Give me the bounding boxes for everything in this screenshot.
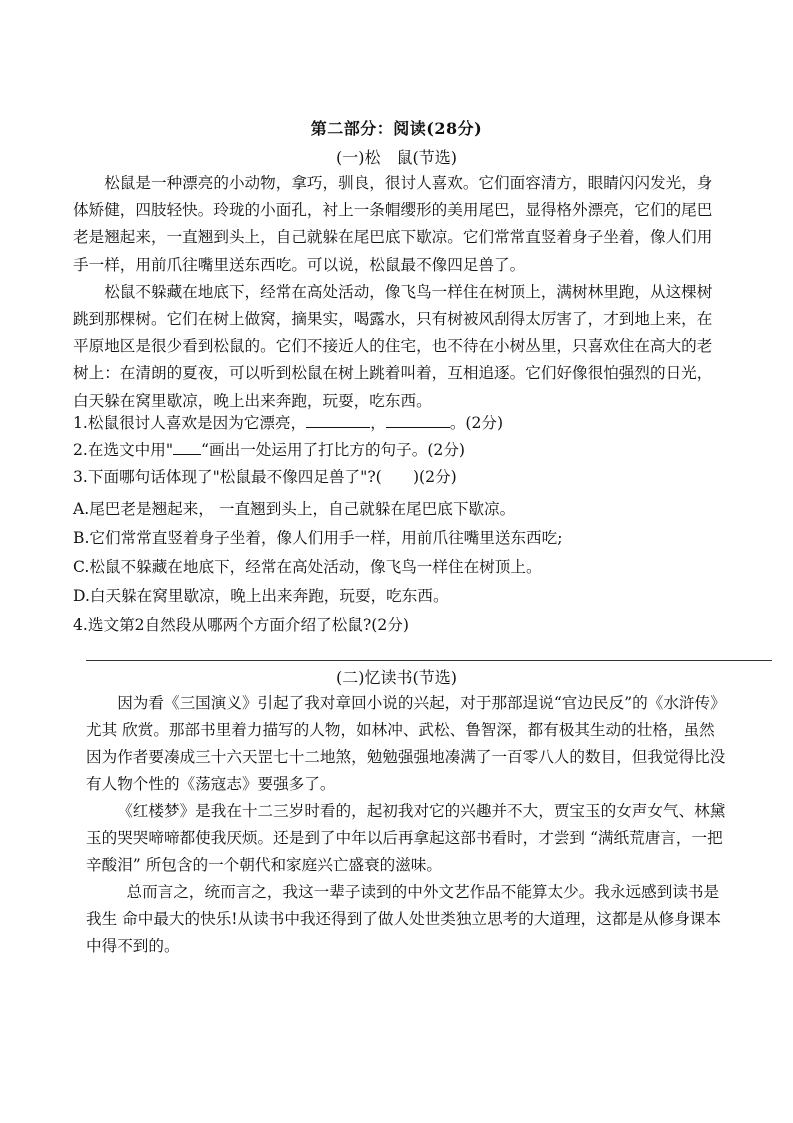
option-d: D.白天躲在窝里歇凉，晚上出来奔跑，玩耍，吃东西。 xyxy=(73,587,449,605)
question-2-suffix: “画出一处运用了打比方的句子。(2分) xyxy=(201,441,465,459)
question-1-prefix: 1.松鼠很讨人喜欢是因为它漂亮， xyxy=(73,414,307,432)
section-divider xyxy=(86,660,772,661)
passage1-text xyxy=(73,170,725,415)
question-2 xyxy=(73,437,733,464)
option-b: B.它们常常直竖着身子坐着，像人们用手一样，用前爪往嘴里送东西吃; xyxy=(73,529,563,547)
section-title: 第二部分：阅读(28分) xyxy=(310,119,483,138)
passage1-title: (一)松 鼠(节选) xyxy=(336,148,457,167)
passage2-paragraph: 《红楼梦》是我在十二三岁时看的，起初我对它的兴趣并不大，贾宝玉的女声女气、林黛玉的哭哭啼啼都使我厌烦。还是到了中年以后再拿起这部书看时，才尝到 “满纸荒唐言，一把辛酸泪” 所包含的一个朝代和家庭兴亡盛衰的滋味。 xyxy=(86,802,726,874)
option-a: A.尾巴老是翘起来， 一直翘到头上，自己就躲在尾巴底下歇凉。 xyxy=(73,500,516,518)
passage2-paragraph: 因为看《三国演义》引起了我对章回小说的兴起，对于那部逞说“官边民反”的《水浒传》尤其 欣赏。那部书里着力描写的人物，如林冲、武松、鲁智深，都有极其生动的壮格，虽然因为作者要凑成三十六天罡七十二地煞，勉勉强强地凑满了一百零八人的数目，但我觉得比没有人物个性的《荡寇志》要强多了。 xyxy=(86,694,726,793)
question-list xyxy=(73,410,733,640)
question-1 xyxy=(73,410,733,437)
passage1-paragraph: 松鼠是一种漂亮的小动物，拿巧，驯良，很讨人喜欢。它们面容清方，眼睛闪闪发光，身体矫健，四肢轻快。玲珑的小面孔，衬上一条帽缨形的美用尾巴，显得格外漂亮，它们的尾巴老是翘起来，一直翘到头上，自己就躲在尾巴底下歇凉。它们常常直竖着身子坐着，像人们用手一样，用前爪往嘴里送东西吃。可以说，松鼠最不像四足兽了。 xyxy=(73,174,713,274)
answer-blank[interactable] xyxy=(306,413,370,428)
passage2-text xyxy=(86,690,726,960)
question-4: 4.选文第2自然段从哪两个方面介绍了松鼠?(2分) xyxy=(73,616,409,634)
passage1-paragraph: 松鼠不躲藏在地底下，经常在高处活动，像飞鸟一样住在树顶上，满树林里跑，从这棵树跳到那棵树。它们在树上做窝，摘果实，喝露水，只有树被风刮得太厉害了，才到地上来，在平原地区是很少看到松鼠的。它们不接近人的住宅，也不待在小树丛里，只喜欢住在高大的老树上：在清朗的夏夜，可以听到松鼠在树上跳着叫着，互相追逐。它们好像很怕强烈的日光，白天躲在窝里歇凉，晚上出来奔跑，玩耍，吃东西。 xyxy=(73,282,713,410)
question-1-suffix: 。(2分) xyxy=(449,414,504,432)
underline-mark xyxy=(173,440,201,455)
option-c: C.松鼠不躲藏在地底下，经常在高处活动，像飞鸟一样住在树顶上。 xyxy=(73,558,542,576)
question-3: 3.下面哪句话体现了"松鼠最不像四足兽了"?( )(2分) xyxy=(73,468,457,486)
question-1-sep: ， xyxy=(370,414,386,432)
passage2-title: (二)忆读书(节选) xyxy=(336,668,457,687)
passage2-paragraph: 总而言之，统而言之，我这一辈子读到的中外文艺作品不能算太少。我永远感到读书是我生 命中最大的快乐!从读书中我还得到了做人处世类独立思考的大道理，这都是从修身课本中得不到的。 xyxy=(86,883,721,955)
answer-blank[interactable] xyxy=(386,413,450,428)
question-2-prefix: 2.在选文中用" xyxy=(73,441,174,459)
